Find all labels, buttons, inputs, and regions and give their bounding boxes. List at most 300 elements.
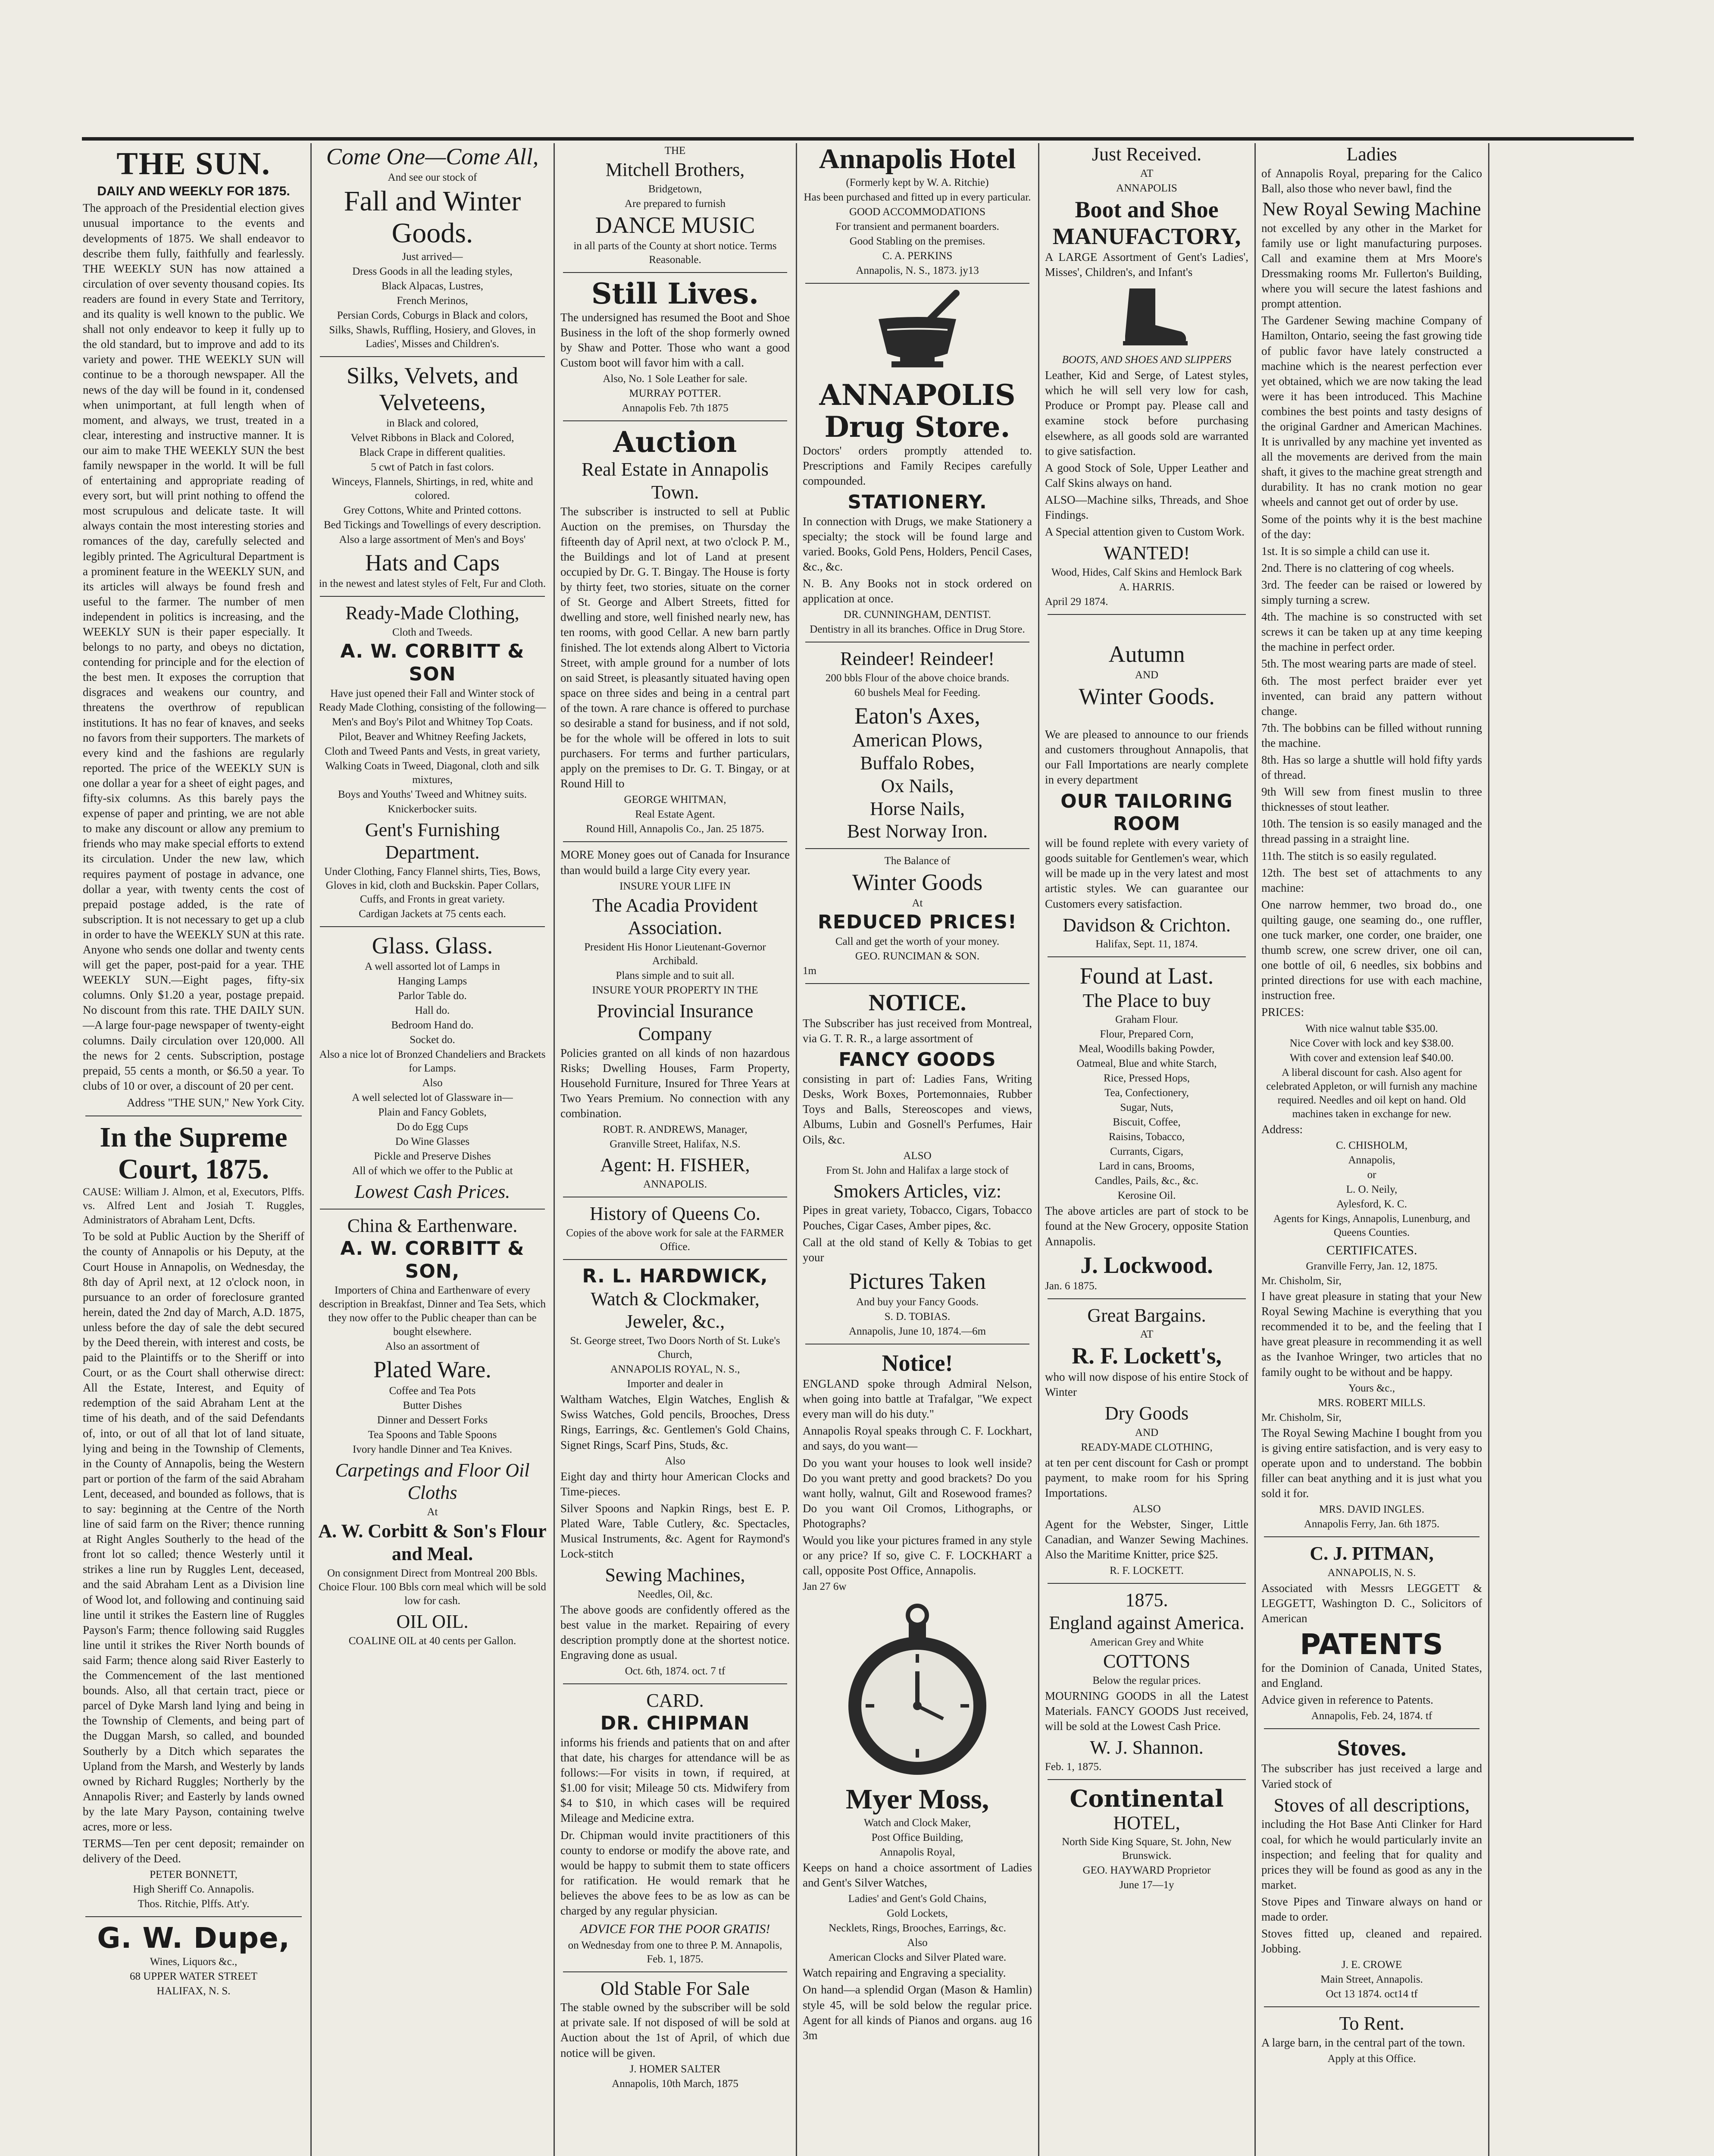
ad-the-sun <box>83 146 304 1110</box>
ad-line: J. E. CROWE <box>1341 1959 1402 1971</box>
ad-heading: Watch & Clockmaker, Jeweler, &c., <box>591 1288 760 1332</box>
ad-line: All of which we offer to the Public at <box>352 1165 513 1177</box>
ad-line: Yours &c., <box>1348 1382 1395 1394</box>
ad-line: 1st. It is so simple a child can use it. <box>1261 544 1430 558</box>
ad-line: PRICES: <box>1261 1006 1304 1019</box>
ad-line: GEORGE WHITMAN, <box>624 794 726 806</box>
ad-line: Cloth and Tweed Pants and Vests, in great variety, <box>325 745 540 757</box>
ad-heading: DR. CHIPMAN <box>600 1712 750 1735</box>
ad-certificates <box>1261 1242 1482 1531</box>
ad-line: Some of the points why it is the best machine of the day: <box>1261 512 1482 541</box>
ad-line: for the Dominion of Canada, United States, and England. <box>1261 1661 1482 1690</box>
ad-title: W. J. Shannon. <box>1090 1736 1204 1758</box>
ad-title: Just Received. <box>1092 144 1202 165</box>
ad-line: Watch repairing and Engraving a speciality. <box>803 1966 1006 1980</box>
column-4 <box>797 143 1038 2156</box>
ad-line: Annapolis Royal speaks through C. F. Lockhart, and says, do you want— <box>803 1424 1032 1453</box>
ad-line: American Clocks and Silver Plated ware. <box>828 1952 1007 1964</box>
ad-line: A well assorted lot of Lamps in <box>365 961 500 973</box>
ad-line: Policies granted on all kinds of non hazardous Risks; Dwelling Houses, Farm Property, Household Furniture, Insured for Three Years at Two Years Premium. No connection with any combination. <box>560 1046 790 1120</box>
ad-line: Best Norway Iron. <box>847 821 988 842</box>
ad-line: 6th. The most perfect braider ever yet invented, can braid any pattern without change. <box>1261 674 1482 718</box>
ad-pretitle: The Balance of <box>884 855 951 867</box>
ad-line: Call and get the worth of your money. <box>835 936 1000 948</box>
ad-found-at-last <box>1045 962 1248 1249</box>
ad-line: 200 bbls Flour of the above choice brands. <box>825 672 1010 684</box>
ad-title: Still Lives. <box>591 276 759 310</box>
ad-line: Good Stabling on the premises. <box>849 235 985 247</box>
ad-line: Ladies' and Gent's Gold Chains, <box>848 1893 987 1905</box>
ad-line: Pipes in great variety, Tobacco, Cigars, Tobacco Pouches, Cigar Cases, Amber pipes, &c. <box>803 1203 1032 1232</box>
ad-line: R. F. LOCKETT. <box>1110 1565 1184 1577</box>
ad-line: C. CHISHOLM, <box>1336 1139 1407 1151</box>
ad-line: ENGLAND spoke through Admiral Nelson, when going into battle at Trafalgar, "We expect every man will do his duty." <box>803 1377 1032 1421</box>
ad-heading: Winter Goods. <box>1079 683 1215 710</box>
ad-line: ROBT. R. ANDREWS, Manager, <box>603 1124 748 1136</box>
ad-line: Importers of China and Earthenware of every description in Breakfast, Dinner and Tea Sets, which they now offer to the Public cheaper than can be bought elsewhere. <box>319 1285 546 1338</box>
ad-line: Annapolis, Feb. 24, 1874. tf <box>1311 1710 1433 1722</box>
ad-line: Bed Tickings and Towellings of every description. <box>324 519 541 531</box>
ad-line: Mr. Chisholm, Sir, <box>1261 1411 1342 1423</box>
ad-line: Buffalo Robes, <box>860 752 975 774</box>
column-6 <box>1255 143 1488 2156</box>
ad-title: Carpetings and Floor Oil Cloths <box>335 1459 530 1504</box>
ad-carpetings <box>317 1459 547 1608</box>
ad-davidson <box>1045 914 1248 952</box>
ad-line: We are pleased to announce to our friends and customers throughout Annapolis, that our Fall Importations are nearly complete in every department <box>1045 728 1248 787</box>
ad-line: One narrow hemmer, two broad do., one quilting gauge, one seaming do., one ruffler, one tuck marker, one corder, one braider, one thumb screw, one screw driver, one oil can, one bottle of oil, 6 needles, six bobbins and printed directions for use with each machine, instruction free. <box>1261 898 1482 1002</box>
ad-autumn <box>1045 641 1248 788</box>
ad-line: Necklets, Rings, Brooches, Earrings, &c. <box>829 1922 1006 1934</box>
ad-fancy-goods <box>803 1049 1032 1177</box>
ad-line: in the newest and latest styles of Felt, Fur and Cloth. <box>319 578 546 590</box>
ad-line: Importer and dealer in <box>627 1378 723 1390</box>
ad-line: Has been purchased and fitted up in every particular. <box>804 191 1031 203</box>
ad-pretitle: THE <box>664 145 686 157</box>
ad-line: Graham Flour. <box>1115 1014 1178 1026</box>
ad-line: Stoves fitted up, cleaned and repaired. Jobbing. <box>1261 1927 1482 1955</box>
ad-heading: New Royal Sewing Machine <box>1262 198 1481 219</box>
ad-line: 5 cwt of Patch in fast colors. <box>371 461 494 473</box>
ad-line: The Gardener Sewing machine Company of Hamilton, Ontario, seeing the fast growing tide of public favor have lately constructed a machine which is the nearest perfection ever yet obtained, which we are now taking the lead were it has been introduced. This Machine combines the best points and tasty designs of the original Gardner and American Machines. It is unrivalled by any machine yet invented as all the movements are derived from the main shaft, it gives to the machine great strength and durability. It has no crank motion no gear wheels and cannot get out of order by use. <box>1261 314 1482 509</box>
ad-title: WANTED! <box>1103 542 1190 564</box>
ad-line: Hall do. <box>415 1005 450 1017</box>
ad-line: Walking Coats in Tweed, Diagonal, cloth and silk mixtures, <box>325 760 540 786</box>
ad-title: J. Lockwood. <box>1080 1252 1213 1278</box>
ad-line: MURRAY POTTER. <box>629 388 721 400</box>
ad-line: Call at the old stand of Kelly & Tobias to get your <box>803 1235 1032 1264</box>
ad-line: MORE Money goes out of Canada for Insurance than would build a large City every year. <box>560 848 790 877</box>
ad-line: A large barn, in the central part of the town. <box>1261 2036 1465 2049</box>
ad-line: Hanging Lamps <box>397 975 467 987</box>
ad-line: Eight day and thirty hour American Clocks and Time-pieces. <box>560 1470 790 1498</box>
ad-lowest <box>317 1181 547 1203</box>
ad-line: Annapolis Royal, <box>879 1846 955 1858</box>
ad-history <box>560 1203 790 1254</box>
ad-sewing <box>560 1564 790 1678</box>
ad-line: Butter Dishes <box>403 1399 462 1411</box>
ad-line: Bedroom Hand do. <box>391 1019 474 1031</box>
ad-line: Bridgetown, <box>648 183 702 195</box>
ad-come-one <box>317 143 547 351</box>
ad-line: Annapolis, <box>1348 1154 1395 1166</box>
ad-dupe <box>83 1922 304 1998</box>
ad-line: And buy your Fancy Goods. <box>856 1296 979 1308</box>
separator <box>563 420 787 421</box>
ad-line: Dr. Chipman would invite practitioners of this county to endorse or modify the above rate, and would be happy to submit them to state officers for ratification. He would remark that he believes the above fees to be as low as can be charged by any regular physician. <box>560 1828 790 1918</box>
ad-line: The undersigned has resumed the Boot and Shoe Business in the loft of the shop formerly owned by Shaw and Potter. Those who want a good Custom boot will favor him with a call. <box>560 310 790 370</box>
ad-line: 60 bushels Meal for Feeding. <box>854 687 981 699</box>
ad-line: not excelled by any other in the Market for family use or light manufacturing purposes. Call and examine them at Mrs Moore's Dressmaking rooms Mr. Fullerton's Building, where you will secure the latest fashions and prompt attention. <box>1261 221 1482 310</box>
ad-line: Horse Nails, <box>870 798 965 819</box>
separator <box>1264 1728 1479 1729</box>
ad-line: Annapolis, N. S., 1873. jy13 <box>856 264 979 276</box>
ad-line: 1m <box>803 965 816 977</box>
ad-line: With nice walnut table $35.00. <box>1305 1022 1438 1034</box>
ad-line: MRS. ROBERT MILLS. <box>1318 1397 1426 1409</box>
ad-smokers <box>803 1180 1032 1265</box>
ad-title: ADVICE FOR THE POOR GRATIS! <box>580 1922 770 1937</box>
ad-line: June 17—1y <box>1119 1879 1174 1891</box>
ad-line: Wood, Hides, Calf Skins and Hemlock Bark <box>1051 567 1242 578</box>
ad-line: Granville Street, Halifax, N.S. <box>610 1138 741 1150</box>
ad-line: President His Honor Lieutenant-Governor Archibald. <box>584 941 766 967</box>
ad-subtitle: AND <box>1135 669 1159 681</box>
ad-title: FANCY GOODS <box>838 1049 996 1071</box>
ad-winter-goods <box>803 854 1032 978</box>
ad-line: INSURE YOUR LIFE IN <box>619 880 731 892</box>
ad-line: ALSO <box>903 1150 932 1162</box>
ad-pictures <box>803 1268 1032 1338</box>
ad-line: N. B. Any Books not in stock ordered on application at once. <box>803 577 1032 605</box>
ad-line: GEO. HAYWARD Proprietor <box>1082 1865 1211 1877</box>
ad-glass <box>317 932 547 1178</box>
ad-line: A liberal discount for cash. Also agent for celebrated Appleton, or will furnish any machine required. Needles and oil kept on hand. Old machines taken in exchange for new. <box>1266 1066 1477 1120</box>
ad-signature: High Sheriff Co. Annapolis. <box>133 1883 254 1896</box>
ad-title: Smokers Articles, viz: <box>833 1180 1001 1202</box>
separator <box>1048 1779 1246 1780</box>
ad-line: Waltham Watches, Elgin Watches, English & Swiss Watches, Gold pencils, Brooches, Dress Rings, Earrings, &c. Gentlemen's Gold Chains, Signet Rings, Scarf Pins, Studs, &c. <box>560 1393 790 1451</box>
ad-eatons-axes <box>803 702 1032 843</box>
ad-line: The subscriber is instructed to sell at Public Auction on the premises, on Thursday the fifteenth day of April next, at two o'clock P. M., the Buildings and lot of Land at present occupied by Dr. G. T. Bingay. The House is forty by thirty feet, two stories, situate on the corner of St. George and Albert Streets, fitted for dwelling and store, well finished nearly new, has ten rooms, with good Cellar. A new barn partly finished. The lot extends along Albert to Victoria Street, with ample ground for a number of lots on said Street, is pleasantly situated having open space on three sides and being in a central part of the town. A rare chance is offered to purchase so desirable a stand for business, and if not sold, be for the whole will be offered in lots to suit purchasers. For terms and further particulars, apply on the premises to Dr. G. T. Bingay, or at Round Hill to <box>560 505 790 790</box>
ad-line: ANNAPOLIS ROYAL, N. S., <box>610 1363 740 1376</box>
ad-line: Grey Cottons, White and Printed cottons. <box>343 505 522 517</box>
ad-line: or <box>1367 1169 1376 1181</box>
ad-line: Halifax, Sept. 11, 1874. <box>1095 938 1198 950</box>
ad-line: Dentistry in all its branches. Office in Drug Store. <box>810 624 1025 636</box>
ad-line: Meal, Woodills baking Powder, <box>1079 1043 1215 1055</box>
ad-subtitle: At <box>427 1506 438 1518</box>
ad-title: To Rent. <box>1339 2013 1404 2034</box>
ad-line: On consignment Direct from Montreal 200 Bbls. Choice Flour. 100 Bbls corn meal which will be sold low for cash. <box>319 1567 546 1607</box>
ad-line: GOOD ACCOMMODATIONS <box>849 206 985 218</box>
ad-line: Jan. 6 1875. <box>1045 1280 1097 1292</box>
ad-title: China & Earthenware. <box>347 1215 518 1237</box>
ad-supreme-court <box>83 1122 304 1911</box>
ad-line: French Merinos, <box>397 295 468 307</box>
ad-line: Men's and Boy's Pilot and Whitney Top Coats. <box>332 716 533 728</box>
ad-heading: A. W. Corbitt & Son's Flour and Meal. <box>318 1520 547 1564</box>
mortar-and-pestle-illustration <box>853 289 982 375</box>
ad-wanted <box>1045 542 1248 609</box>
ad-line: C. A. PERKINS <box>882 250 953 262</box>
ad-line: Oct 13 1874. oct14 tf <box>1326 1988 1418 2000</box>
ad-still-lives <box>560 278 790 415</box>
ad-line: St. George street, Two Doors North of St. Luke's Church, <box>570 1335 780 1361</box>
ad-england-america <box>1045 1589 1248 1734</box>
ad-title: Continental <box>1070 1784 1224 1812</box>
ad-title: Autumn <box>1108 641 1185 667</box>
ad-mitchell <box>560 144 790 267</box>
ad-line: For transient and permanent boarders. <box>835 220 999 232</box>
ad-oil <box>317 1611 547 1648</box>
ad-line: will be found replete with every variety of goods suitable for Gentlemen's wear, which will be made up in the very latest and most artistic styles. We can guarantee our Customers every satisfaction. <box>1045 837 1248 910</box>
ad-line: Black Crape in different qualities. <box>359 447 506 459</box>
ad-stationery <box>803 491 1032 636</box>
ad-line: Persian Cords, Coburgs in Black and colors, <box>337 309 528 321</box>
ad-line: Agent for the Webster, Singer, Little Canadian, and Wanzer Sewing Machines. Also the Maritime Knitter, price $25. <box>1045 1517 1248 1561</box>
ad-line: The above goods are confidently offered as the best value in the market. Repairing of every description promptly done at the shortest notice. Engraving done as usual. <box>560 1603 790 1662</box>
ad-ready-made <box>317 602 547 816</box>
ad-line: Biscuit, Coffee, <box>1113 1116 1181 1128</box>
ad-line: The above articles are part of stock to be found at the New Grocery, opposite Station Annapolis. <box>1045 1204 1248 1248</box>
ad-title: OIL OIL. <box>396 1611 469 1632</box>
ad-title: Agent: H. FISHER, <box>600 1154 750 1176</box>
ad-title: 1875. <box>1125 1589 1168 1611</box>
ad-pitman <box>1261 1542 1482 1626</box>
ad-title: CARD. <box>646 1690 704 1711</box>
ad-line: Doctors' orders promptly attended to. Prescriptions and Family Recipes carefully compounded. <box>803 444 1032 487</box>
separator <box>320 596 545 597</box>
ad-to-rent <box>1261 2012 1482 2066</box>
ad-line: Aylesford, K. C. <box>1336 1198 1407 1210</box>
ad-line: Gold Lockets, <box>887 1908 948 1920</box>
ad-line: Annapolis, 10th March, 1875 <box>612 2078 738 2090</box>
ad-line: April 29 1874. <box>1045 596 1108 608</box>
ad-line: informs his friends and patients that on and after that date, his charges for attendance will be as follows:—For visits in town, if required, at $1.00 for visit; Mileage 50 cts. Midwifery from $4 to $10, in which cases will be required Mileage and Medicine extra. <box>560 1736 790 1825</box>
ad-line: 9th Will sew from finest muslin to three thicknesses of stout leather. <box>1261 785 1482 814</box>
ad-line: Socket do. <box>410 1034 455 1046</box>
ad-line: Feb. 1, 1875. <box>1045 1761 1102 1773</box>
ad-line: Cardigan Jackets at 75 cents each. <box>359 908 506 920</box>
ad-line: including the Hot Base Anti Clinker for Hard coal, for which he would particularly invite an inspection; and feeling that for quality and prices they will be found as good as any in the market. <box>1261 1818 1482 1891</box>
ad-line: Post Office Building, <box>871 1832 963 1844</box>
ad-line: Associated with Messrs LEGGETT & LEGGETT, Washington D. C., Solicitors of American <box>1261 1581 1482 1625</box>
ad-line: The Royal Sewing Machine I bought from you is giving entire satisfaction, and is very easy to operate upon and to understand. The bobbin filler can beat anything and it is just what you sold it for. <box>1261 1426 1482 1500</box>
separator <box>563 1259 787 1260</box>
ad-line: A Special attention given to Custom Work. <box>1045 525 1245 539</box>
ad-line: Also <box>907 1937 928 1949</box>
ad-line: Under Clothing, Fancy Flannel shirts, Ties, Bows, Gloves in kid, cloth and Buckskin. Paper Collars, Cuffs, and Fronts in great variety. <box>324 866 541 906</box>
ad-title: Winter Goods <box>852 869 983 896</box>
page-margin <box>1489 143 1713 2156</box>
ad-stoves <box>1261 1734 1482 1791</box>
top-rule <box>82 137 1634 141</box>
ad-heading: Fall and Winter Goods. <box>344 185 521 249</box>
ad-line: Pilot, Beaver and Whitney Reefing Jackets, <box>338 730 526 743</box>
ad-line: 11th. The stitch is so easily regulated. <box>1261 849 1437 862</box>
separator <box>320 356 545 357</box>
separator <box>563 1971 787 1972</box>
ad-line: Annapolis Ferry, Jan. 6th 1875. <box>1304 1518 1440 1530</box>
ad-title: Great Bargains. <box>1087 1304 1206 1326</box>
ad-line: Dinner and Dessert Forks <box>377 1414 488 1426</box>
ad-line: COTTONS <box>1103 1650 1191 1672</box>
ad-sewing-machine <box>1261 143 1482 1240</box>
ad-line: who will now dispose of his entire Stock of Winter <box>1045 1370 1248 1398</box>
ad-subtitle: Cloth and Tweeds. <box>392 626 472 638</box>
ad-line: North Side King Square, St. John, New Brunswick. <box>1062 1836 1232 1862</box>
ad-line: Winceys, Flannels, Shirtings, in red, white and colored. <box>332 476 533 502</box>
ad-line: 4th. The machine is so constructed with set screws it can be taken up at any time keeping the machine in perfect order. <box>1261 610 1482 654</box>
ad-line: Stove Pipes and Tinware always on hand or made to order. <box>1261 1895 1482 1923</box>
ad-title: THE SUN. <box>116 146 271 182</box>
ad-title: PATENTS <box>1300 1628 1444 1661</box>
ad-line: A good Stock of Sole, Upper Leather and Calf Skins always on hand. <box>1045 461 1248 489</box>
ad-line: In connection with Drugs, we make Stationery a specialty; the stock will be found large and varied. Books, Gold Pens, Holders, Pencil Cases, &c., &c. <box>803 514 1032 573</box>
ad-provincial <box>560 1000 790 1151</box>
ad-subtitle: And see our stock of <box>388 172 477 184</box>
ad-line: on Wednesday from one to three P. M. Annapolis, Feb. 1, 1875. <box>568 1939 782 1965</box>
ad-notice <box>803 989 1032 1046</box>
ad-line: 7th. The bobbins can be filled without running the machine. <box>1261 721 1482 749</box>
separator <box>320 926 545 927</box>
ad-footer: in all parts of the County at short notice. Terms Reasonable. <box>573 240 777 266</box>
ad-auction <box>560 426 790 836</box>
ad-line: Real Estate Agent. <box>635 808 715 821</box>
column-5 <box>1039 143 1254 2156</box>
ad-heading: England against America. <box>1049 1612 1245 1633</box>
boot-illustration <box>1099 284 1194 349</box>
ad-line: Tea Spoons and Table Spoons <box>368 1429 497 1441</box>
ad-body: The approach of the Presidential election gives unusual importance to the events and developments of 1875. We shall endeavor to describe them fully, faithfully and fearlessly. THE WEEKLY SUN has now attained a circulation of over seventy thousand copies. Its readers are found in every State and Territory, and its quality is well known to the public. We shall not only endeavor to keep it fully up to the old standard, but to improve and add to its variety and power. THE WEEKLY SUN will continue to be a thorough newspaper. All the news of the day will be found in it, condensed when unimportant, at full length when of moment, and always, we trust, treated in a clear, interesting and instructive manner. It is our aim to make THE WEEKLY SUN the best family newspaper in the world. It will be full of entertaining and appropriate reading of every sort, but will print nothing to offend the most scrupulous and delicate taste. It will always contain the most interesting stories and romances of the day, carefully selected and legibly printed. The Agricultural Department is a prominent feature in the WEEKLY SUN, and its articles will always be found fresh and useful to the farmer. The number of men independent in politics is increasing, and the WEEKLY SUN is their paper especially. It belongs to no party, and obeys no dictation, contending for principle and for the election of the best men. It exposes the corruption that disgraces and weakens our country, and threatens the overthrow of republican institutions. It has no fear of knaves, and seeks no favors from their supporters. The markets of every kind and the fashions are regularly reported. The price of the WEEKLY SUN is one dollar a year for a sheet of eight pages, and fifty-six columns. As this barely pays the expense of paper and printing, we are not able to make any discount or allow any premium to friends who may make special efforts to extend its circulation. Under the new law, which requires payment of postage in advance, one dollar a year, with twenty cents the cost of prepaid postage added, is the rate of subscription. It is not necessary to get up a club in order to have the WEEKLY SUN at this rate. Anyone who sends one dollar and twenty cents will get the paper, post-paid for a year. THE WEEKLY SUN.—Eight pages, fifty-six columns. Only $1.20 a year, postage prepaid. No discount from this rate. THE DAILY SUN.—A large four-page newspaper of twenty-eight columns. Daily circulation over 120,000. All the news for 2 cents. Subscription, postage prepaid, 55 cents a month, or $6.50 a year. To clubs of 10 or over, a discount of 20 per cent. <box>83 201 304 1092</box>
ad-line: The Subscriber has just received from Montreal, via G. T. R. R., a large assortment of <box>803 1017 1032 1045</box>
ad-title: Provincial Insurance Company <box>597 1000 754 1045</box>
ad-title: Notice! <box>882 1350 953 1376</box>
ad-line: Below the regular prices. <box>1092 1674 1201 1686</box>
ad-line: ANNAPOLIS. <box>643 1178 707 1191</box>
ad-line: The stable owned by the subscriber will be sold at private sale. If not disposed of will be sold at Auction about the 1st of April, of which due notice will be given. <box>560 2001 790 2059</box>
pocket-watch-illustration <box>840 1598 995 1779</box>
ad-line: 2nd. There is no clattering of cog wheels. <box>1261 561 1454 574</box>
ad-line: Also <box>422 1077 443 1089</box>
ad-line: Flour, Prepared Corn, <box>1100 1028 1194 1040</box>
ad-line: Nice Cover with lock and key $38.00. <box>1289 1037 1454 1049</box>
ad-title: Plated Ware. <box>373 1357 491 1383</box>
ad-subtitle: AND <box>1135 1426 1159 1438</box>
ad-lockhart-notice <box>803 1350 1032 1594</box>
ad-line: Needles, Oil, &c. <box>637 1589 713 1601</box>
ad-advice <box>560 1921 790 1966</box>
ad-pretitle: AT <box>1140 167 1154 179</box>
ad-line: Rice, Pressed Hops, <box>1104 1072 1190 1084</box>
column-2 <box>311 143 554 2156</box>
ad-line: Ivory handle Dinner and Tea Knives. <box>353 1443 512 1455</box>
ad-line: Do do Egg Cups <box>397 1121 468 1133</box>
ad-line: BOOTS, AND SHOES AND SLIPPERS <box>1062 354 1232 366</box>
ad-title: Eaton's Axes, <box>854 703 980 729</box>
ad-cause: CAUSE: William J. Almon, et al, Executors, Plffs. vs. Alfred Lent and Josiah T. Ruggles, Administrators of Abraham Lent, Dcfts. <box>83 1186 304 1226</box>
ad-title: Sewing Machines, <box>605 1564 745 1586</box>
ad-line: Agents for Kings, Annapolis, Lunenburg, and Queens Counties. <box>1273 1213 1470 1238</box>
ad-signature: PETER BONNETT, <box>150 1869 238 1881</box>
ad-line: Also a nice lot of Bronzed Chandeliers and Brackets for Lamps. <box>319 1049 546 1075</box>
ad-heading: A. W. CORBITT & SON, <box>340 1237 525 1282</box>
ad-line: American Grey and White <box>1089 1636 1204 1648</box>
ad-line: Silks, Shawls, Ruffling, Hosiery, and Gloves, in Ladies', Misses and Children's. <box>329 324 536 350</box>
ad-line: Round Hill, Annapolis Co., Jan. 25 1875. <box>586 823 764 835</box>
ad-line: Would you like your pictures framed in any style or any price? If so, give C. F. LOCKHART a call, opposite Post Office, Annapolis. <box>803 1533 1032 1577</box>
ad-line: Also <box>665 1455 685 1467</box>
ad-title: Ready-Made Clothing, <box>345 602 519 624</box>
ad-subtitle: At <box>912 897 923 909</box>
ad-title: Glass. Glass. <box>372 933 493 959</box>
ad-drug-store <box>803 289 1032 489</box>
ad-title: Pictures Taken <box>849 1268 986 1294</box>
ad-line: A. HARRIS. <box>1119 581 1175 593</box>
separator <box>1048 1298 1246 1299</box>
ad-line: Dress Goods in all the leading styles, <box>352 265 513 277</box>
ad-line: Also a large assortment of Men's and Boys' <box>339 534 526 546</box>
separator <box>320 1209 545 1210</box>
ad-title: CERTIFICATES. <box>1326 1243 1417 1257</box>
ad-line: Boys and Youths' Tweed and Whitney suits. <box>338 788 527 800</box>
ad-line: 8th. Has so large a shuttle will hold fifty yards of thread. <box>1261 753 1482 782</box>
ad-line: Jan 27 6w <box>803 1581 847 1593</box>
ad-terms: TERMS—Ten per cent deposit; remainder on delivery of the Deed. <box>83 1837 304 1865</box>
ad-signature: Thos. Ritchie, Plffs. Att'y. <box>138 1898 250 1910</box>
ad-stoves-all <box>1261 1794 1482 2002</box>
ad-line: 10th. The tension is so easily managed and the thread passing in a straight line. <box>1261 817 1482 846</box>
ad-line: consisting in part of: Ladies Fans, Writing Desks, Work Boxes, Portemonnaies, Rubber Toys and Balls, Stereoscopes and views, Albums, Lubin and Gosnell's Perfumes, Hair Oils, &c. <box>803 1072 1032 1146</box>
ad-line: HALIFAX, N. S. <box>156 1985 231 1997</box>
ad-subtitle: DAILY AND WEEKLY FOR 1875. <box>97 184 290 198</box>
ad-line: I have great pleasure in stating that your New Royal Sewing Machine is everything that you recommended it to be, and the feeling that I have great pleasure in recommending it as well as the Ivanhoe Wringer, two articles that no family ought to be without and be happy. <box>1261 1290 1482 1379</box>
ad-line: Keeps on hand a choice assortment of Ladies and Gent's Silver Watches, <box>803 1861 1032 1890</box>
ad-hats <box>317 549 547 591</box>
ad-line: Sugar, Nuts, <box>1120 1102 1173 1114</box>
ad-hardwick <box>560 1265 790 1561</box>
ad-dry-goods <box>1045 1402 1248 1578</box>
separator <box>1264 1536 1479 1537</box>
ad-great-bargains <box>1045 1304 1248 1400</box>
ad-footer: Address "THE SUN," New York City. <box>127 1096 304 1109</box>
separator <box>1048 614 1246 615</box>
ad-title: Lowest Cash Prices. <box>354 1181 510 1203</box>
ad-old-stable <box>560 1977 790 2091</box>
ad-title: STATIONERY. <box>848 491 987 513</box>
ad-line: Do you want your houses to look well inside? Do you want pretty and good brackets? Do you want holly, walnut, Gilt and Rosewood frames? Do you want Oil Cromos, Lithographs, or Photographs? <box>803 1456 1032 1530</box>
ad-patents <box>1261 1629 1482 1723</box>
ad-reindeer <box>803 648 1032 700</box>
ad-line: 3rd. The feeder can be raised or lowered by simply turning a screw. <box>1261 578 1482 607</box>
ad-heading: HOTEL, <box>1113 1812 1180 1833</box>
ad-line: Mr. Chisholm, Sir, <box>1261 1275 1342 1287</box>
separator <box>805 283 1029 284</box>
ad-heading: Real Estate in Annapolis Town. <box>582 459 769 503</box>
ad-title: Silks, Velvets, and Velveteens, <box>346 362 518 415</box>
ad-title: Davidson & Crichton. <box>1063 914 1231 936</box>
ad-line: Also an assortment of <box>385 1341 480 1353</box>
ad-line: J. HOMER SALTER <box>629 2063 721 2075</box>
ad-line: Black Alpacas, Lustres, <box>381 280 484 292</box>
ad-line: Plans simple and to suit all. <box>616 970 735 982</box>
ad-line: MOURNING GOODS in all the Latest Materials. FANCY GOODS Just received, will be sold at the Lowest Cash Price. <box>1045 1689 1248 1733</box>
ad-line: DR. CUNNINGHAM, DENTIST. <box>844 609 991 621</box>
ad-line: Parlor Table do. <box>398 990 467 1002</box>
ad-continental <box>1045 1785 1248 1893</box>
ad-line: Annapolis, June 10, 1874.—6m <box>848 1325 986 1337</box>
